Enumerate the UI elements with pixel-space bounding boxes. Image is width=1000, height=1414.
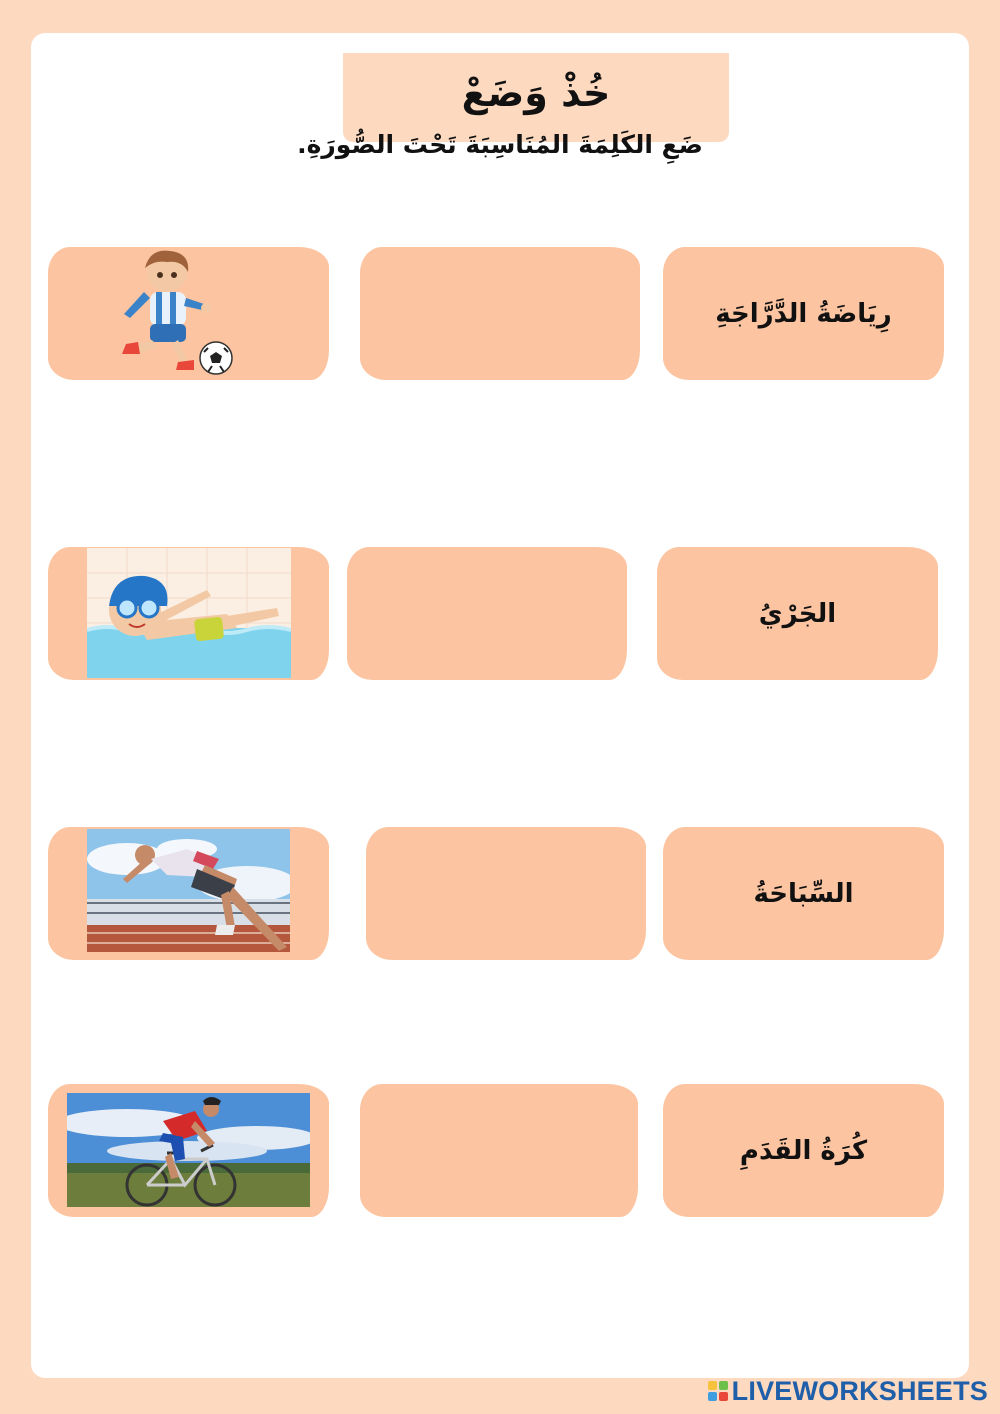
- title-tab: [343, 53, 729, 142]
- runner-photo: [87, 829, 290, 952]
- liveworksheets-logo: [708, 1374, 988, 1408]
- page-title: خُذْ وَضَعْ: [461, 70, 611, 115]
- word-card-2[interactable]: [657, 547, 938, 680]
- football-player-icon: [112, 248, 237, 378]
- answer-box-1[interactable]: [360, 247, 640, 380]
- liveworksheets-mark-icon: [708, 1381, 728, 1401]
- cyclist-photo: [67, 1093, 310, 1207]
- instruction-text: ضَعِ الكَلِمَةَ المُنَاسِبَةَ تَحْتَ الصُّورَةِ.: [297, 130, 703, 159]
- word-card-4[interactable]: [663, 1084, 944, 1217]
- word-card-1[interactable]: [663, 247, 944, 380]
- answer-box-3[interactable]: [366, 827, 646, 960]
- word-label-2: الجَرْيُ: [758, 598, 837, 629]
- word-label-1: رِيَاضَةُ الدَّرَّاجَةِ: [715, 298, 892, 329]
- word-card-3[interactable]: [663, 827, 944, 960]
- answer-box-4[interactable]: [360, 1084, 638, 1217]
- word-label-4: كُرَةُ القَدَمِ: [739, 1135, 868, 1166]
- answer-box-2[interactable]: [347, 547, 627, 680]
- swimmer-icon: [87, 548, 291, 678]
- word-label-3: السِّبَاحَةُ: [753, 878, 854, 909]
- brand-text: LIVEWORKSHEETS: [731, 1375, 988, 1406]
